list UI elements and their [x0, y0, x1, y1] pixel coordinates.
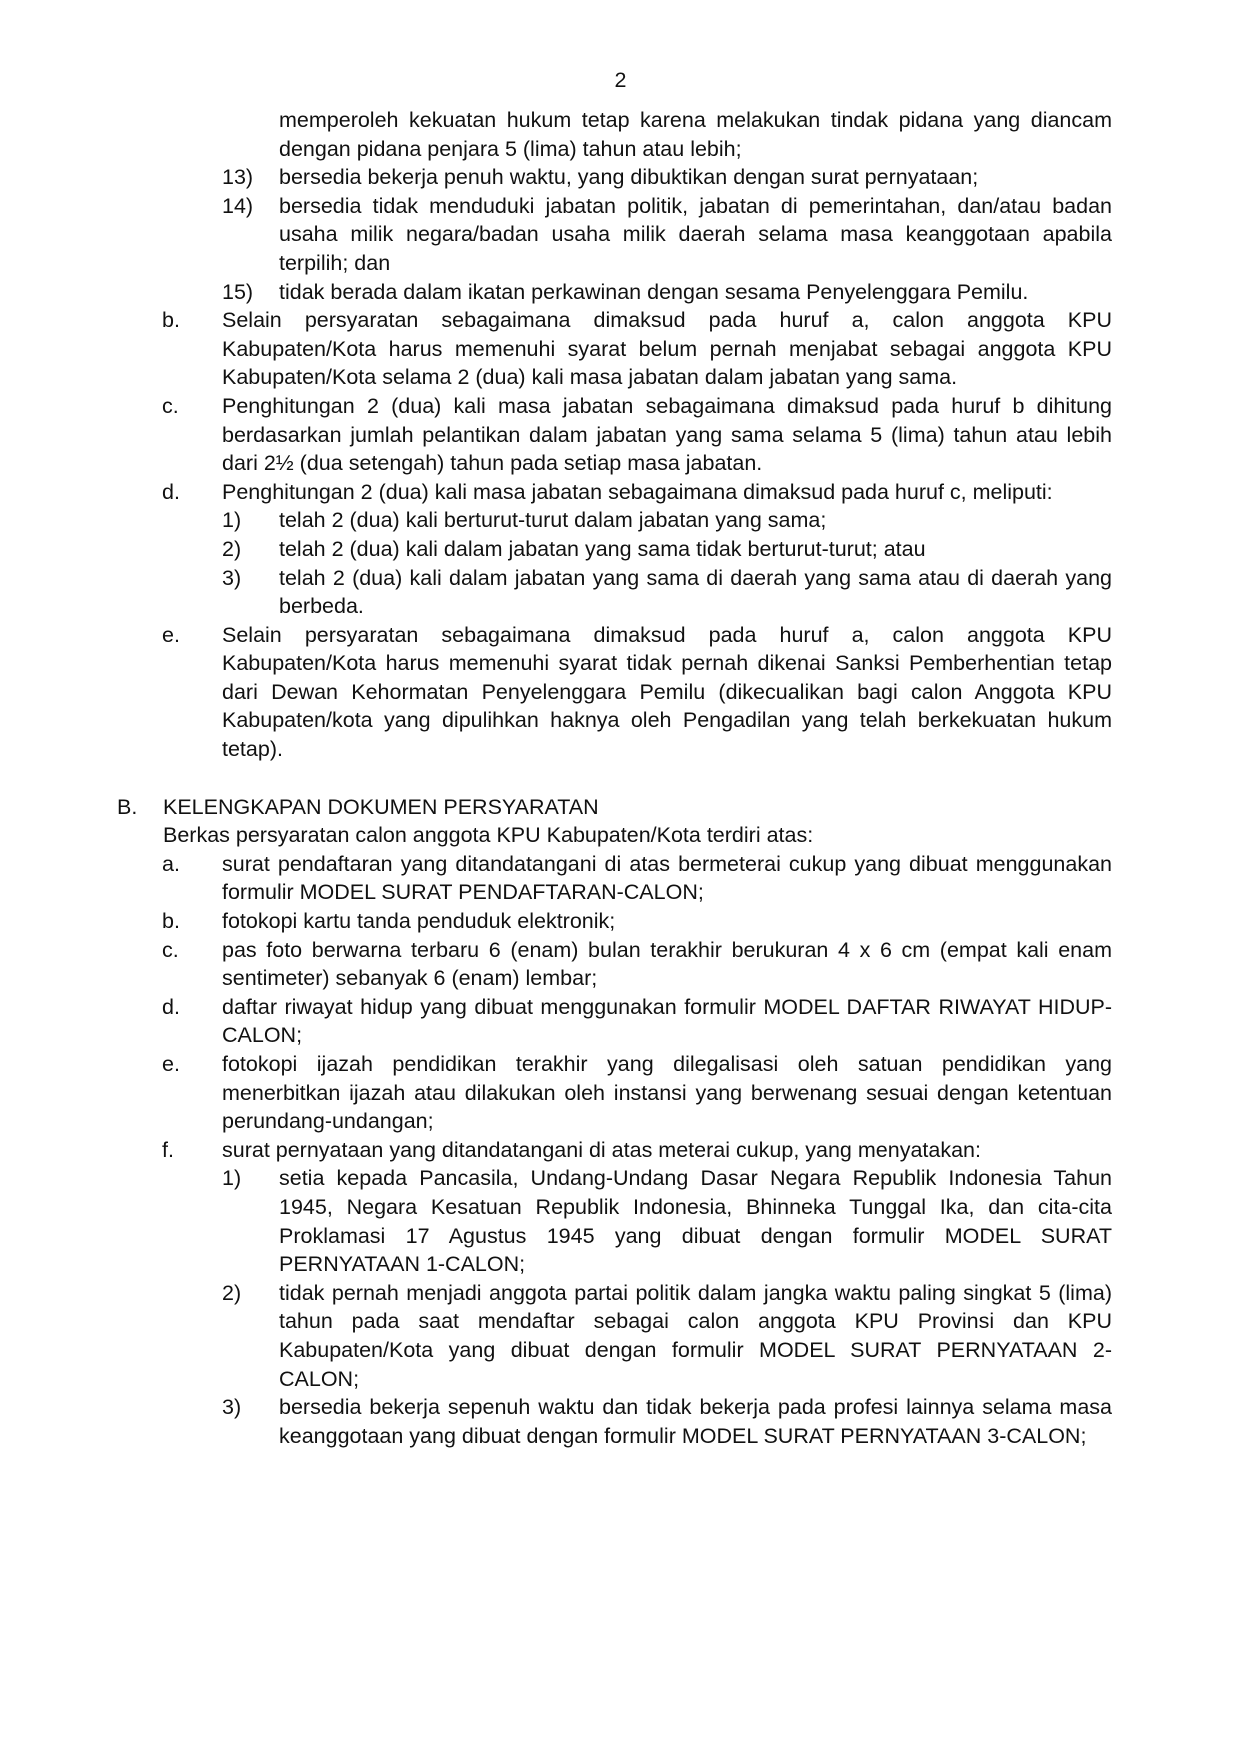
list-item-continuation — [0, 106, 1241, 163]
section-title: KELENGKAPAN DOKUMEN PERSYARATAN — [163, 794, 599, 819]
item-text: daftar riwayat hidup yang dibuat menggunakan formulir MODEL DAFTAR RIWAYAT HIDUP-CALON; — [222, 994, 1112, 1048]
item-label: 13) — [222, 165, 254, 190]
item-text: bersedia bekerja penuh waktu, yang dibuktikan dengan surat pernyataan; — [279, 165, 979, 190]
item-text: tidak berada dalam ikatan perkawinan dengan sesama Penyelenggara Pemilu. — [279, 279, 1029, 304]
item-label: f. — [162, 1137, 174, 1162]
item-label: d. — [162, 479, 180, 504]
item-text: Penghitungan 2 (dua) kali masa jabatan sebagaimana dimaksud pada huruf b dihitung berdasarkan jumlah pelantikan dalam jabatan yang sama selama 5 (lima) tahun atau lebih dari 2½ (dua setengah) tahun pada setiap masa jabatan. — [222, 393, 1112, 476]
item-label: 1) — [222, 1166, 242, 1191]
list-item — [0, 1393, 1241, 1450]
intro-text: Berkas persyaratan calon anggota KPU Kabupaten/Kota terdiri atas: — [163, 823, 814, 848]
document-body — [0, 106, 1241, 1450]
item-text: surat pernyataan yang ditandatangani di atas meterai cukup, yang menyatakan: — [222, 1137, 981, 1162]
item-text: telah 2 (dua) kali dalam jabatan yang sama di daerah yang sama atau di daerah yang berbeda. — [279, 565, 1112, 619]
list-item — [0, 621, 1241, 764]
list-item — [0, 478, 1241, 507]
list-item — [0, 850, 1241, 907]
section-heading — [0, 793, 1241, 822]
item-label: e. — [162, 1052, 180, 1076]
list-item — [0, 506, 1241, 535]
item-text: Selain persyaratan sebagaimana dimaksud pada huruf a, calon anggota KPU Kabupaten/Kota harus memenuhi syarat tidak pernah dikenai Sanksi Pemberhentian tetap dari Dewan Kehormatan Penyelenggara Pemilu (dikecualikan bagi calon Anggota KPU Kabupaten/kota yang dipulihkan haknya oleh Pengadilan yang telah berkekuatan hukum tetap). — [222, 622, 1112, 762]
item-label: 3) — [222, 565, 242, 590]
item-text: memperoleh kekuatan hukum tetap karena melakukan tindak pidana yang diancam dengan pidana penjara 5 (lima) tahun atau lebih; — [279, 108, 1112, 161]
item-text: telah 2 (dua) kali berturut-turut dalam jabatan yang sama; — [279, 508, 827, 533]
item-text: Penghitungan 2 (dua) kali masa jabatan sebagaimana dimaksud pada huruf c, meliputi: — [222, 479, 1053, 504]
list-item — [0, 1279, 1241, 1393]
list-item — [0, 163, 1241, 192]
item-text: fotokopi kartu tanda penduduk elektronik; — [222, 909, 616, 934]
item-text: pas foto berwarna terbaru 6 (enam) bulan terakhir berukuran 4 x 6 cm (empat kali enam sentimeter) sebanyak 6 (enam) lembar; — [222, 937, 1112, 991]
list-item — [0, 1136, 1241, 1165]
item-label: e. — [162, 622, 180, 647]
list-item — [0, 392, 1241, 478]
section-label: B. — [117, 794, 138, 819]
item-text: fotokopi ijazah pendidikan terakhir yang dilegalisasi oleh satuan pendidikan yang menerbitkan ijazah atau dilakukan oleh instansi yang berwenang sesuai dengan ketentuan perundang-undangan; — [222, 1052, 1112, 1134]
list-item — [0, 306, 1241, 392]
item-text: Selain persyaratan sebagaimana dimaksud pada huruf a, calon anggota KPU Kabupaten/Kota harus memenuhi syarat belum pernah menjabat sebagai anggota KPU Kabupaten/Kota selama 2 (dua) kali masa jabatan dalam jabatan yang sama. — [222, 308, 1112, 390]
list-item — [0, 1164, 1241, 1278]
item-text: bersedia bekerja sepenuh waktu dan tidak bekerja pada profesi lainnya selama masa keanggotaan yang dibuat dengan formulir MODEL SURAT PERNYATAAN 3-CALON; — [279, 1395, 1112, 1448]
item-label: b. — [162, 308, 180, 333]
list-item — [0, 936, 1241, 993]
list-item — [0, 192, 1241, 278]
item-label: 1) — [222, 508, 242, 533]
item-label: 3) — [222, 1395, 242, 1420]
list-item — [0, 535, 1241, 564]
item-label: b. — [162, 909, 180, 934]
page-number: 2 — [614, 68, 627, 92]
item-label: 14) — [222, 193, 254, 218]
list-item — [0, 907, 1241, 936]
list-item — [0, 993, 1241, 1050]
item-label: a. — [162, 851, 180, 876]
item-label: 2) — [222, 1280, 242, 1305]
item-label: d. — [162, 994, 180, 1019]
item-text: telah 2 (dua) kali dalam jabatan yang sama tidak berturut-turut; atau — [279, 536, 926, 561]
item-text: surat pendaftaran yang ditandatangani di atas bermeterai cukup yang dibuat menggunakan formulir MODEL SURAT PENDAFTARAN-CALON; — [222, 851, 1112, 905]
item-label: 2) — [222, 536, 242, 561]
item-label: 15) — [222, 279, 254, 304]
item-text: tidak pernah menjadi anggota partai politik dalam jangka waktu paling singkat 5 (lima) tahun pada saat mendaftar sebagai calon anggota KPU Provinsi dan KPU Kabupaten/Kota yang dibuat dengan formulir MODEL SURAT PERNYATAAN 2-CALON; — [279, 1280, 1112, 1391]
list-item — [0, 564, 1241, 621]
section-intro — [0, 821, 1241, 850]
list-item — [0, 1050, 1241, 1136]
item-label: c. — [162, 393, 179, 418]
list-item — [0, 278, 1241, 307]
item-text: setia kepada Pancasila, Undang-Undang Dasar Negara Republik Indonesia Tahun 1945, Negara Kesatuan Republik Indonesia, Bhinneka Tunggal Ika, dan cita-cita Proklamasi 17 Agustus 1945 yang dibuat dengan formulir MODEL SURAT PERNYATAAN 1-CALON; — [279, 1166, 1112, 1277]
item-label: c. — [162, 937, 179, 962]
item-text: bersedia tidak menduduki jabatan politik, jabatan di pemerintahan, dan/atau badan usaha milik negara/badan usaha milik daerah selama masa keanggotaan apabila terpilih; dan — [279, 193, 1112, 275]
